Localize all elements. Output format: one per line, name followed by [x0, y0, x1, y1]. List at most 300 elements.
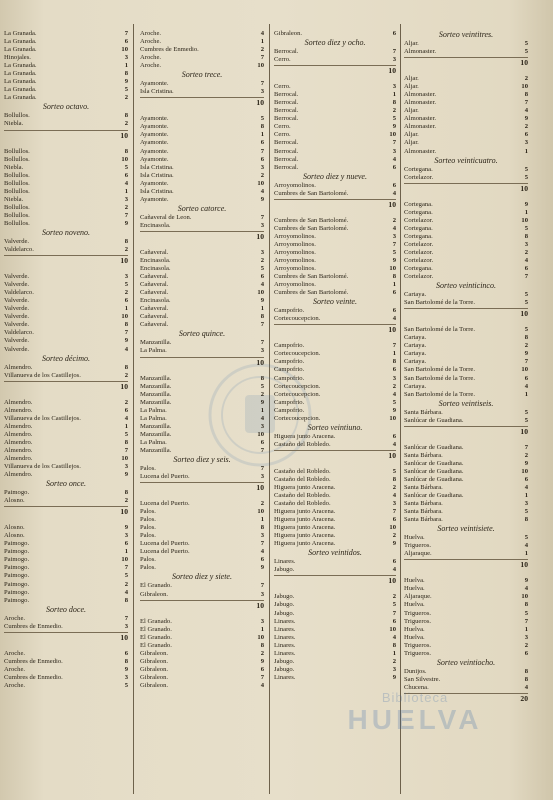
place-name: Cumbres de Enmedio.: [4, 622, 63, 630]
draw-number: 7: [260, 446, 264, 454]
list-item: [404, 484, 528, 492]
list-item: [274, 358, 396, 366]
place-name: Paimogo.: [4, 548, 30, 556]
list-item: [4, 94, 128, 102]
draw-number: 7: [260, 464, 264, 472]
list-item: [274, 433, 396, 441]
draw-number: 9: [524, 350, 528, 358]
place-name: Ayamonte.: [140, 115, 169, 123]
place-name: Sanlúcar de Guadiana.: [404, 475, 464, 483]
list-item: [404, 585, 528, 593]
list-item: [140, 650, 264, 658]
draw-number: 3: [260, 617, 264, 625]
draw-number: 10: [121, 155, 128, 163]
draw-number: 5: [124, 86, 128, 94]
list-item: [4, 212, 128, 220]
list-item: [140, 556, 264, 564]
sorteo-heading: Sorteo veintitres.: [438, 30, 494, 39]
draw-number: 4: [524, 483, 528, 491]
place-name: Campofrio.: [274, 358, 305, 366]
place-name: Encinasola.: [140, 221, 171, 229]
list-item: [404, 75, 528, 83]
place-name: Ayamonte.: [140, 80, 169, 88]
draw-number: 5: [524, 291, 528, 299]
draw-number: 3: [124, 195, 128, 203]
list-item: [4, 238, 128, 246]
list-item: [404, 291, 528, 299]
list-item: [4, 463, 128, 471]
list-item: [140, 249, 264, 257]
block-total: [404, 426, 528, 439]
draw-number: 5: [524, 408, 528, 416]
place-name: Cumbres de San Bartolomé.: [274, 224, 349, 232]
draw-number: 4: [524, 256, 528, 264]
list-item: [274, 626, 396, 634]
draw-number: 1: [392, 281, 396, 289]
draw-number: 7: [124, 30, 128, 37]
block-total: [404, 693, 528, 706]
draw-number: 7: [392, 139, 396, 147]
list-item: [404, 626, 528, 634]
place-name: Almendro.: [4, 363, 33, 371]
place-name: Santa Bárbara.: [404, 508, 443, 516]
place-name: Berrocal.: [274, 91, 299, 99]
place-name: Jabugo.: [274, 566, 295, 574]
draw-number: 2: [392, 107, 396, 115]
list-item: [140, 626, 264, 634]
draw-number: 4: [260, 548, 264, 556]
list-item: [274, 618, 396, 626]
list-item: [140, 196, 264, 204]
place-name: Aroche.: [140, 62, 162, 70]
list-item: [274, 289, 396, 297]
list-item: [274, 468, 396, 476]
place-name: Higuera junto Aracena.: [274, 483, 336, 491]
draw-number: 2: [524, 342, 528, 350]
draw-number: 2: [524, 451, 528, 459]
list-item: [140, 618, 264, 626]
place-name: Arroyomolinos.: [274, 256, 316, 264]
place-name: Manzanilla.: [140, 398, 172, 406]
list-item: [274, 249, 396, 257]
draw-number: 10: [257, 508, 264, 516]
draw-number: 2: [124, 289, 128, 297]
place-name: Cumbres de San Bartolomé.: [274, 273, 349, 281]
place-name: Jabugo.: [274, 601, 295, 609]
column-2: [140, 30, 264, 790]
draw-number: 9: [524, 459, 528, 467]
total-number: 10: [520, 426, 528, 436]
place-name: Isla Cristina.: [140, 171, 174, 179]
list-item: [274, 407, 396, 415]
place-name: Almonaster.: [404, 48, 437, 56]
place-name: Aroche.: [4, 649, 26, 657]
place-name: Cortelazor.: [404, 248, 434, 256]
list-item: [140, 508, 264, 516]
list-item: [140, 407, 264, 415]
list-item: [4, 329, 128, 337]
block-total: [140, 231, 264, 244]
draw-number: 5: [392, 248, 396, 256]
list-item: [404, 148, 528, 156]
place-name: Villanueva de los Castillejos.: [4, 414, 81, 422]
list-item: [140, 321, 264, 329]
draw-number: 6: [392, 289, 396, 297]
list-item: [4, 471, 128, 479]
list-item: [140, 297, 264, 305]
list-item: [274, 601, 396, 609]
place-name: Cartaya.: [404, 358, 427, 366]
draw-number: 3: [124, 463, 128, 471]
draw-number: 4: [124, 588, 128, 596]
place-name: Alosno.: [4, 497, 25, 505]
draw-number: 1: [524, 390, 528, 398]
column-1: [4, 30, 128, 790]
column-rule: [400, 24, 401, 794]
draw-number: 10: [257, 62, 264, 70]
list-item: [274, 48, 396, 56]
list-item: [140, 375, 264, 383]
draw-number: 5: [524, 48, 528, 56]
list-item: [4, 281, 128, 289]
list-item: [404, 174, 528, 182]
draw-number: 8: [392, 99, 396, 107]
list-item: [140, 642, 264, 650]
list-item: [4, 623, 128, 631]
list-item: [404, 139, 528, 147]
block-total: [4, 632, 128, 645]
draw-number: 1: [124, 305, 128, 313]
list-item: [404, 209, 528, 217]
place-name: Cañaveral.: [140, 289, 169, 297]
list-item: [274, 524, 396, 532]
list-item: [274, 492, 396, 500]
list-item: [4, 564, 128, 572]
list-item: [274, 139, 396, 147]
place-name: Paimogo.: [4, 564, 30, 572]
list-item: [4, 364, 128, 372]
draw-number: 3: [524, 240, 528, 248]
list-item: [4, 489, 128, 497]
list-item: [4, 650, 128, 658]
draw-number: 10: [389, 625, 396, 633]
place-name: Cumbres de Enmedio.: [140, 46, 199, 54]
list-item: [140, 415, 264, 423]
list-item: [4, 439, 128, 447]
place-name: Cañaveral.: [140, 321, 169, 329]
place-name: Cañaveral.: [140, 273, 169, 281]
list-item: [140, 289, 264, 297]
place-name: Santa Bárbara.: [404, 408, 443, 416]
place-name: Higuera junto Aracena.: [274, 508, 336, 516]
draw-number: 5: [524, 173, 528, 181]
draw-number: 3: [524, 633, 528, 641]
place-name: Paimogo.: [4, 489, 30, 497]
place-name: Lucena del Puerto.: [140, 548, 190, 556]
list-item: [404, 610, 528, 618]
draw-number: 7: [524, 99, 528, 107]
place-name: Higuera junto Aracena.: [274, 524, 336, 532]
list-item: [140, 281, 264, 289]
list-item: [274, 182, 396, 190]
draw-number: 4: [392, 633, 396, 641]
draw-number: 2: [524, 248, 528, 256]
list-item: [140, 265, 264, 273]
list-item: [140, 164, 264, 172]
list-item: [404, 233, 528, 241]
list-item: [4, 556, 128, 564]
place-name: Paimogo.: [4, 588, 30, 596]
place-name: Valverde.: [4, 281, 30, 289]
place-name: Berrocal.: [274, 115, 299, 123]
place-name: Berrocal.: [274, 163, 299, 171]
draw-number: 10: [389, 524, 396, 532]
list-item: [404, 444, 528, 452]
list-item: [274, 307, 396, 315]
place-name: Dunijos.: [404, 667, 427, 675]
list-item: [404, 417, 528, 425]
draw-number: 9: [524, 200, 528, 208]
place-name: Cumbres de San Bartolomé.: [274, 216, 349, 224]
place-name: Aljar.: [404, 40, 419, 47]
list-item: [4, 30, 128, 38]
draw-number: 4: [260, 414, 264, 422]
place-name: Linares.: [274, 641, 296, 649]
list-item: [140, 123, 264, 131]
list-item: [4, 220, 128, 228]
list-item: [404, 391, 528, 399]
draw-number: 2: [260, 390, 264, 398]
list-item: [4, 120, 128, 128]
draw-number: 5: [524, 609, 528, 617]
place-name: Cortelazor.: [404, 256, 434, 264]
draw-number: 7: [260, 540, 264, 548]
draw-number: 6: [524, 649, 528, 657]
list-item: [4, 204, 128, 212]
draw-number: 2: [260, 649, 264, 657]
place-name: Encinasola.: [140, 256, 171, 264]
draw-number: 4: [124, 414, 128, 422]
place-name: Palos.: [140, 524, 156, 532]
list-item: [404, 342, 528, 350]
place-name: Paimogo.: [4, 580, 30, 588]
draw-number: 6: [524, 475, 528, 483]
draw-number: 4: [392, 189, 396, 197]
draw-number: 9: [392, 673, 396, 681]
list-item: [140, 439, 264, 447]
draw-number: 10: [521, 366, 528, 374]
list-item: [4, 164, 128, 172]
list-item: [404, 460, 528, 468]
block-total: [404, 559, 528, 572]
place-name: Valverde.: [4, 273, 30, 281]
draw-number: 10: [257, 289, 264, 297]
place-name: Manzanilla.: [140, 374, 172, 382]
place-name: Aroche.: [4, 665, 26, 673]
place-name: Isla Cristina.: [140, 163, 174, 171]
list-item: [140, 473, 264, 481]
list-item: [274, 383, 396, 391]
list-item: [4, 423, 128, 431]
list-item: [4, 597, 128, 605]
sorteo-heading: Sorteo veintidos.: [308, 548, 362, 558]
list-item: [140, 148, 264, 156]
list-item: [404, 334, 528, 342]
draw-number: 5: [124, 430, 128, 438]
place-name: Palos.: [140, 508, 156, 516]
list-item: [404, 668, 528, 676]
draw-number: 1: [124, 187, 128, 195]
place-name: San Bartolomé de la Torre.: [404, 326, 476, 334]
block-total: [274, 324, 396, 337]
list-item: [404, 241, 528, 249]
place-name: Ayamonte.: [140, 195, 169, 203]
list-item: [274, 115, 396, 123]
place-name: La Palma.: [140, 347, 167, 355]
list-item: [274, 415, 396, 423]
place-name: Almonaster.: [404, 123, 437, 131]
sorteo-heading: Sorteo diez y ocho.: [304, 38, 366, 48]
list-item: [140, 391, 264, 399]
sorteo-heading: Sorteo veintiseis.: [438, 398, 494, 408]
draw-number: 1: [524, 208, 528, 216]
place-name: Niebla.: [4, 163, 24, 171]
place-name: Berrocal.: [274, 99, 299, 107]
list-item: [4, 289, 128, 297]
list-item: [404, 642, 528, 650]
draw-number: 7: [124, 614, 128, 622]
place-name: San Silvestre.: [404, 675, 441, 683]
draw-number: 9: [124, 337, 128, 345]
place-name: Berrocal.: [274, 139, 299, 147]
draw-number: 1: [260, 131, 264, 139]
place-name: Aroche.: [140, 38, 162, 46]
place-name: Manzanilla.: [140, 382, 172, 390]
block-total: [274, 65, 396, 78]
list-item: [274, 131, 396, 139]
draw-number: 2: [124, 398, 128, 406]
place-name: Cerro.: [274, 131, 291, 139]
list-item: [274, 634, 396, 642]
place-name: Cortegana.: [404, 165, 433, 173]
place-name: San Bartolomé de la Torre.: [404, 374, 476, 382]
list-item: [4, 70, 128, 78]
draw-number: 10: [257, 633, 264, 641]
block-total: [140, 482, 264, 495]
list-item: [404, 452, 528, 460]
draw-number: 10: [521, 593, 528, 601]
draw-number: 4: [524, 107, 528, 115]
list-item: [4, 172, 128, 180]
sorteo-heading: Sorteo diez y nueve.: [303, 171, 367, 181]
draw-number: 10: [257, 430, 264, 438]
place-name: Manzanilla.: [140, 430, 172, 438]
draw-number: 1: [524, 625, 528, 633]
list-item: [4, 674, 128, 682]
list-item: [140, 222, 264, 230]
draw-number: 4: [392, 492, 396, 500]
draw-number: 8: [124, 70, 128, 78]
total-number: 10: [388, 450, 396, 460]
list-item: [140, 257, 264, 265]
list-item: [274, 476, 396, 484]
draw-number: 3: [392, 665, 396, 673]
draw-number: 1: [524, 147, 528, 155]
list-item: [4, 156, 128, 164]
draw-number: 1: [524, 492, 528, 500]
place-name: Jabugo.: [274, 609, 295, 617]
list-item: [404, 350, 528, 358]
list-item: [274, 91, 396, 99]
sorteo-heading: Sorteo veinticuatro.: [434, 155, 498, 165]
draw-number: 6: [124, 649, 128, 657]
draw-number: 8: [124, 147, 128, 155]
place-name: Palos.: [140, 516, 156, 524]
draw-number: 5: [524, 165, 528, 173]
draw-number: 6: [124, 540, 128, 548]
total-number: 10: [120, 256, 128, 266]
list-item: [4, 54, 128, 62]
list-item: [404, 684, 528, 692]
place-name: Aljar.: [404, 131, 419, 139]
draw-number: 9: [124, 471, 128, 479]
sorteo-heading: Sorteo trece.: [181, 70, 223, 80]
draw-number: 9: [124, 665, 128, 673]
draw-number: 1: [260, 625, 264, 633]
list-item: [404, 618, 528, 626]
draw-number: 7: [260, 321, 264, 329]
place-name: Palos.: [140, 464, 156, 472]
list-item: [4, 407, 128, 415]
draw-number: 8: [260, 374, 264, 382]
draw-number: 6: [260, 139, 264, 147]
total-number: 10: [520, 309, 528, 319]
draw-number: 5: [260, 382, 264, 390]
list-item: [140, 564, 264, 572]
draw-number: 6: [124, 38, 128, 46]
place-name: Cartaya.: [404, 334, 427, 342]
place-name: Bollullos.: [4, 203, 30, 211]
place-name: Cerro.: [274, 56, 291, 64]
draw-number: 9: [260, 297, 264, 305]
list-item: [274, 366, 396, 374]
draw-number: 3: [260, 248, 264, 256]
list-item: [4, 188, 128, 196]
draw-number: 3: [260, 422, 264, 430]
draw-number: 10: [389, 265, 396, 273]
draw-number: 8: [524, 516, 528, 524]
draw-number: 2: [124, 120, 128, 128]
draw-number: 8: [124, 596, 128, 604]
list-item: [140, 540, 264, 548]
list-item: [4, 313, 128, 321]
place-name: Ayamonte.: [140, 155, 169, 163]
draw-number: 10: [121, 556, 128, 564]
list-item: [140, 214, 264, 222]
total-number: 10: [388, 199, 396, 209]
draw-number: 8: [524, 232, 528, 240]
place-name: Sanlúcar de Guadiana.: [404, 459, 464, 467]
list-item: [4, 497, 128, 505]
draw-number: 4: [524, 542, 528, 550]
place-name: La Granada.: [4, 94, 37, 102]
list-item: [404, 476, 528, 484]
place-name: Sanlúcar de Guadiana.: [404, 467, 464, 475]
total-number: 10: [256, 600, 264, 610]
place-name: Arroyomolinos.: [274, 265, 316, 273]
place-name: Paimogo.: [4, 540, 30, 548]
place-name: Valverde.: [4, 305, 30, 313]
